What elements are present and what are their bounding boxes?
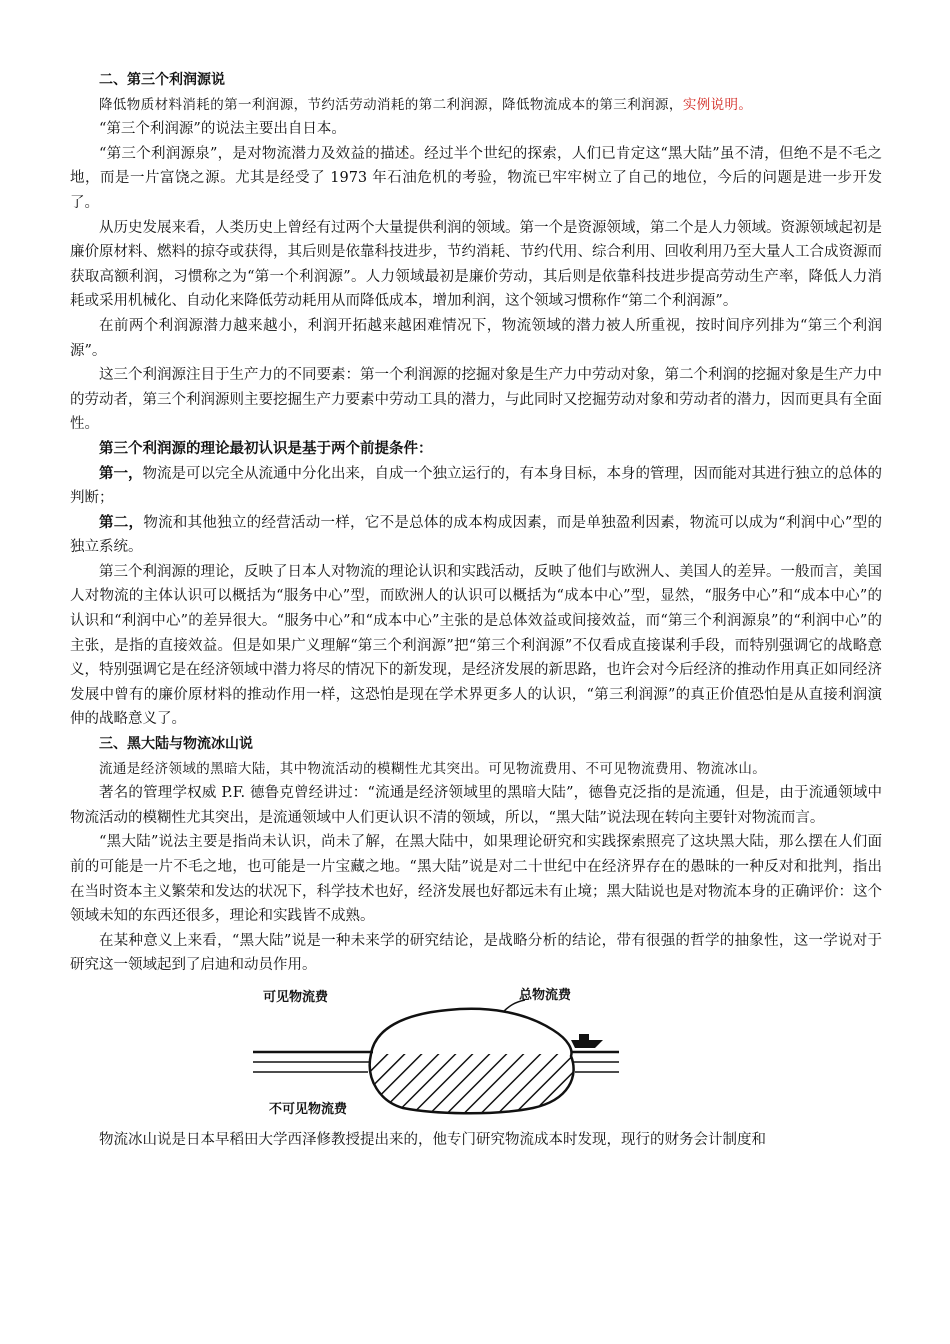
annotation-red-link: 实例说明。 (682, 96, 753, 113)
document-page (70, 68, 882, 1153)
premise-second-label: 第二， (99, 513, 144, 531)
paragraph-factors: 这三个利润源注目于生产力的不同要素：第一个利润源的挖掘对象是生产力中劳动对象，第二个利润的挖掘对象是生产力中的劳动者，第三个利润源则主要挖掘生产力要素中劳动工具的潜力，与此同时又挖掘劳动对象和劳动者的潜力，因而更具有全面性。 (70, 367, 882, 433)
paragraph-drucker: 著名的管理学权威 P.F. 德鲁克曾经讲过：“流通是经济领域里的黑暗大陆”，德鲁克泛指的是流通，但是，由于流通领域中物流活动的模糊性尤其突出，是流通领域中人们更认识不清的领域，所以，“黑大陆”说法现在转向主要针对物流而言。 (70, 785, 882, 826)
section-heading-black-continent: 三、黑大陆与物流冰山说 (99, 736, 253, 753)
visible-cost-label: 可见物流费 (263, 989, 329, 1005)
paragraph-black-continent: “黑大陆”说法主要是指尚未认识，尚未了解，在黑大陆中，如果理论研究和实践探索照亮了这块黑大陆，那么摆在人们面前的可能是一片不毛之地，也可能是一片宝藏之地。“黑大陆”说是对二十世纪中在经济界存在的愚昧的一种反对和批判，指出在当时资本主义繁荣和发达的状况下，科学技术也好，经济发展也好都远未有止境；黑大陆说也是对物流本身的正确评价：这个领域未知的东西还很多，理论和实践皆不成熟。 (70, 834, 882, 925)
iceberg-figure (253, 984, 623, 1124)
annotation-note-black-continent: 流通是经济领域的黑暗大陆，其中物流活动的模糊性尤其突出。可见物流费用、不可见物流费用、物流冰山。 (99, 760, 767, 777)
annotation-note (70, 93, 882, 118)
paragraph-history: 从历史发展来看，人类历史上曾经有过两个大量提供利润的领域。第一个是资源领域，第二个是人力领域。资源领域起初是廉价原材料、燃料的掠夺或获得，其后则是依靠科技进步，节约消耗、节约代用、综合利用、回收利用乃至大量人工合成资源而获取高额利润，习惯称之为“第一个利润源”。人力领域最初是廉价劳动，其后则是依靠科技进步提高劳动生产率，降低人力消耗或采用机械化、自动化来降低劳动耗用从而降低成本，增加利润，这个领域习惯称作“第二个利润源”。 (70, 219, 882, 310)
total-cost-label: 总物流费 (519, 987, 572, 1003)
paragraph-premise-heading: 第三个利润源的理论最初认识是基于两个前提条件： (99, 439, 433, 457)
paragraph-iceberg-theory: 物流冰山说是日本早稻田大学西泽修教授提出来的，他专门研究物流成本时发现，现行的财务会计制度和 (99, 1131, 766, 1148)
paragraph-theory: 第三个利润源的理论，反映了日本人对物流的理论认识和实践活动，反映了他们与欧洲人、美国人的差异。一般而言，美国人对物流的主体认识可以概括为“服务中心”型，而欧洲人的认识可以概括为“成本中心”型，显然，“服务中心”和“成本中心”的认识和“利润中心”的差异很大。“服务中心”和“成本中心”主张的是总体效益或间接效益，而“第三个利润源泉”的“利润中心”的主张，是指的直接效益。但是如果广义理解“第三个利润源”把“第三个利润源”不仅看成直接谋利手段，而特别强调它的战略意义，特别强调它是在经济领域中潜力将尽的情况下的新发现，是经济发展的新思路，也许会对今后经济的推动作用真正如同经济发展中曾有的廉价原材料的推动作用一样，这恐怕是现在学术界更多人的认识，“第三利润源”的真正价值恐怕是从直接利润演伸的战略意义了。 (70, 563, 882, 728)
paragraph-premise-first (70, 462, 882, 511)
paragraph-profit-spring: “第三个利润源泉”，是对物流潜力及效益的描述。经过半个世纪的探索，人们已肯定这“黑大陆”虽不清，但绝不是不毛之地，而是一片富饶之源。尤其是经受了 1973 年石油危机的考验，物流已牢牢树立了自己的地位，今后的问题是进一步开发了。 (70, 145, 882, 211)
section-heading-third-profit-source: 二、第三个利润源说 (99, 72, 225, 88)
paragraph-origin: “第三个利润源”的说法主要出自日本。 (99, 121, 346, 138)
invisible-cost-label: 不可见物流费 (269, 1101, 348, 1117)
annotation-note-text: 降低物质材料消耗的第一利润源，节约活劳动消耗的第二利润源，降低物流成本的第三利润源， (99, 96, 683, 113)
premise-first-label: 第一， (99, 464, 143, 482)
premise-second-text: 物流和其他独立的经营活动一样，它不是总体的成本构成因素，而是单独盈利因素，物流可以成为“利润中心”型的独立系统。 (70, 514, 883, 556)
paragraph-future: 在某种意义上来看，“黑大陆”说是一种未来学的研究结论，是战略分析的结论，带有很强的哲学的抽象性，这一学说对于研究这一领域起到了启迪和动员作用。 (70, 932, 882, 974)
paragraph-decline: 在前两个利润源潜力越来越小，利润开拓越来越困难情况下，物流领域的潜力被人所重视，按时间序列排为“第三个利润源”。 (70, 317, 882, 359)
paragraph-premise-second (70, 511, 882, 560)
premise-first-text: 物流是可以完全从流通中分化出来，自成一个独立运行的，有本身目标，本身的管理，因而能对其进行独立的总体的判断； (70, 465, 882, 507)
